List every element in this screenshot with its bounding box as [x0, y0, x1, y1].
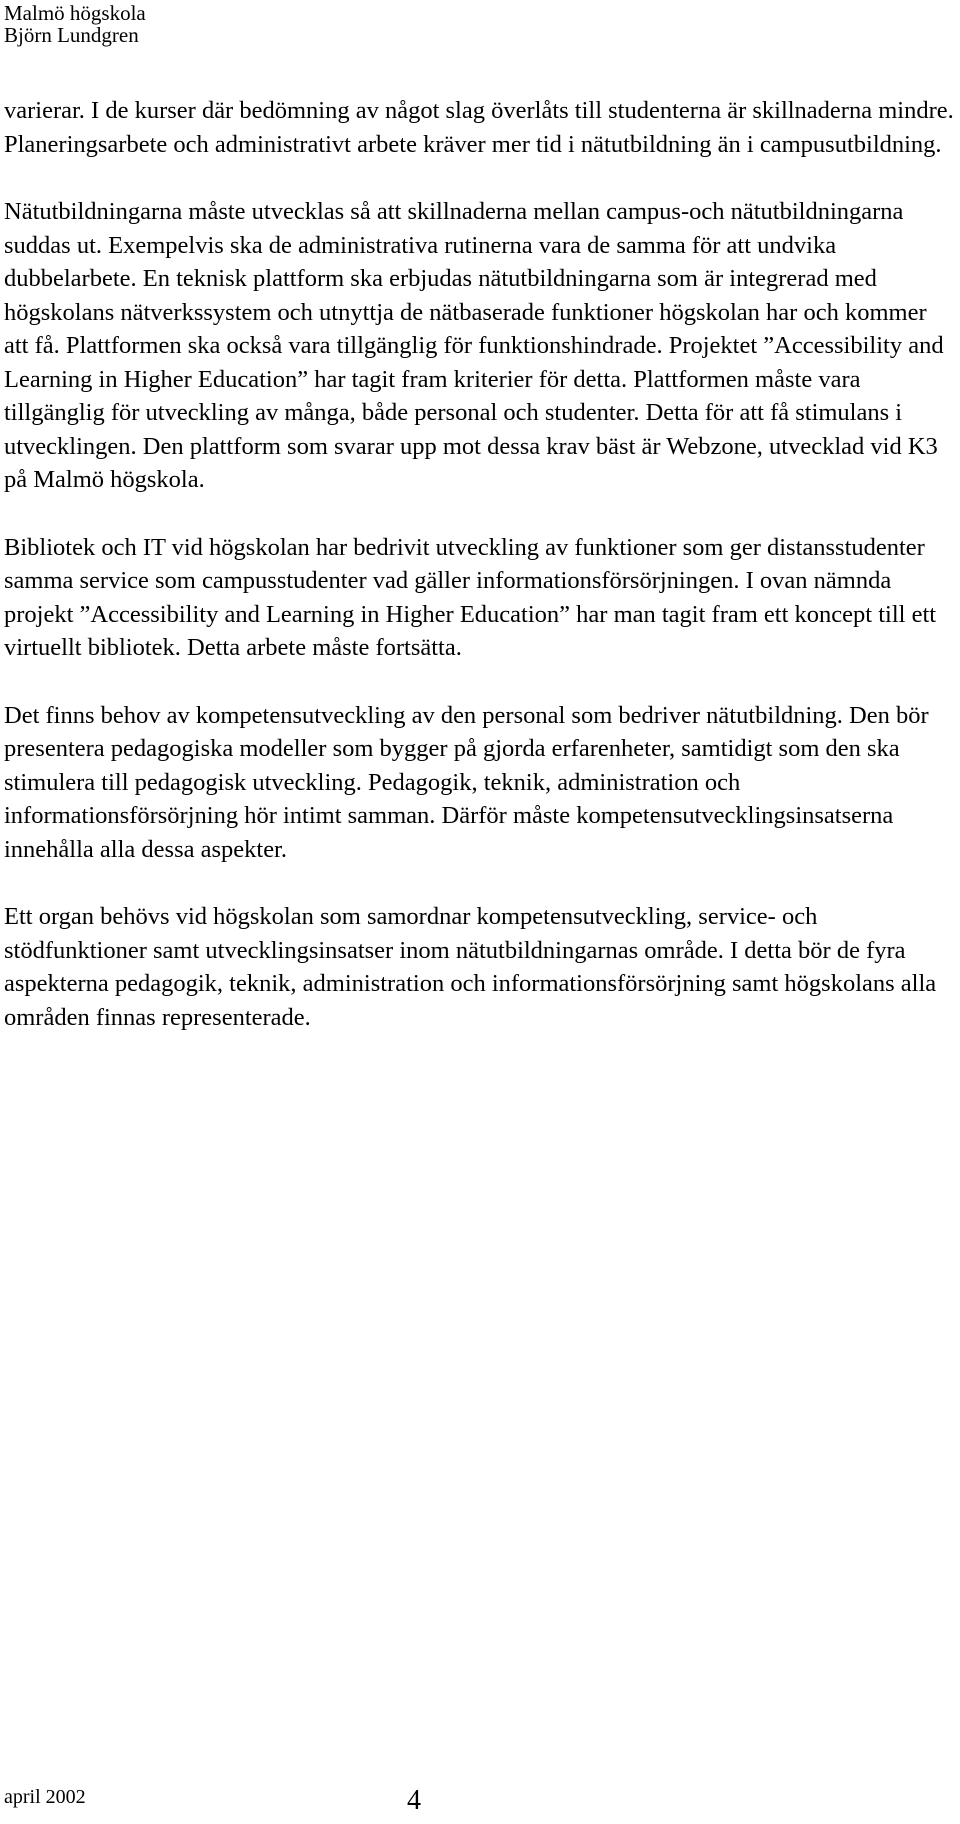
author-name: Björn Lundgren: [4, 23, 139, 47]
paragraph-5: Ett organ behövs vid högskolan som samordnar kompetensutveckling, service- och stödfunktioner samt utvecklingsinsatser inom nätutbildningarnas område. I detta bör de fyra aspekterna pedagogik, teknik, administration och informationsförsörjning samt högskolans alla områden finnas representerade.: [4, 903, 937, 1031]
paragraph-2: Nätutbildningarna måste utvecklas så att skillnaderna mellan campus-och nätutbildningarna suddas ut. Exempelvis ska de administrativa rutinerna vara de samma för att undvika dubbelarbete. En teknisk plattform ska erbjudas nätutbildningarna som är integrerad med högskolans nätverkssystem och utnyttja de nätbaserade funktioner högskolan har och kommer att få. Plattformen ska också vara tillgänglig för funktionshindrade. Projektet ”Accessibility and Learning in Higher Education” har tagit fram kriterier för detta. Plattformen måste vara tillgänglig för utveckling av många, både personal och studenter. Detta för att få stimulans i utvecklingen. Den plattform som svarar upp mot dessa krav bäst är Webzone, utvecklad vid K3 på Malmö högskola.: [4, 198, 944, 493]
document-body: [4, 94, 954, 1068]
paragraph-4: Det finns behov av kompetensutveckling av den personal som bedriver nätutbildning. Den bör presentera pedagogiska modeller som bygger på gjorda erfarenheter, samtidigt som den ska stimulera till pedagogisk utveckling. Pedagogik, teknik, administration och informationsförsörjning hör intimt samman. Därför måste kompetensutvecklingsinsatserna innehålla alla dessa aspekter.: [4, 701, 929, 863]
institution-name: Malmö högskola: [4, 1, 146, 25]
footer-date: april 2002: [4, 1786, 86, 1808]
page-number: 4: [407, 1785, 421, 1816]
page-header: [4, 2, 146, 46]
paragraph-3: Bibliotek och IT vid högskolan har bedrivit utveckling av funktioner som ger distansstudenter samma service som campusstudenter vad gäller informationsförsörjningen. I ovan nämnda projekt ”Accessibility and Learning in Higher Education” har man tagit fram ett koncept till ett virtuellt bibliotek. Detta arbete måste fortsätta.: [4, 533, 937, 661]
paragraph-1: varierar. I de kurser där bedömning av något slag överlåts till studenterna är skillnaderna mindre. Planeringsarbete och administrativt arbete kräver mer tid i nätutbildning än i campusutbildning.: [4, 97, 954, 158]
